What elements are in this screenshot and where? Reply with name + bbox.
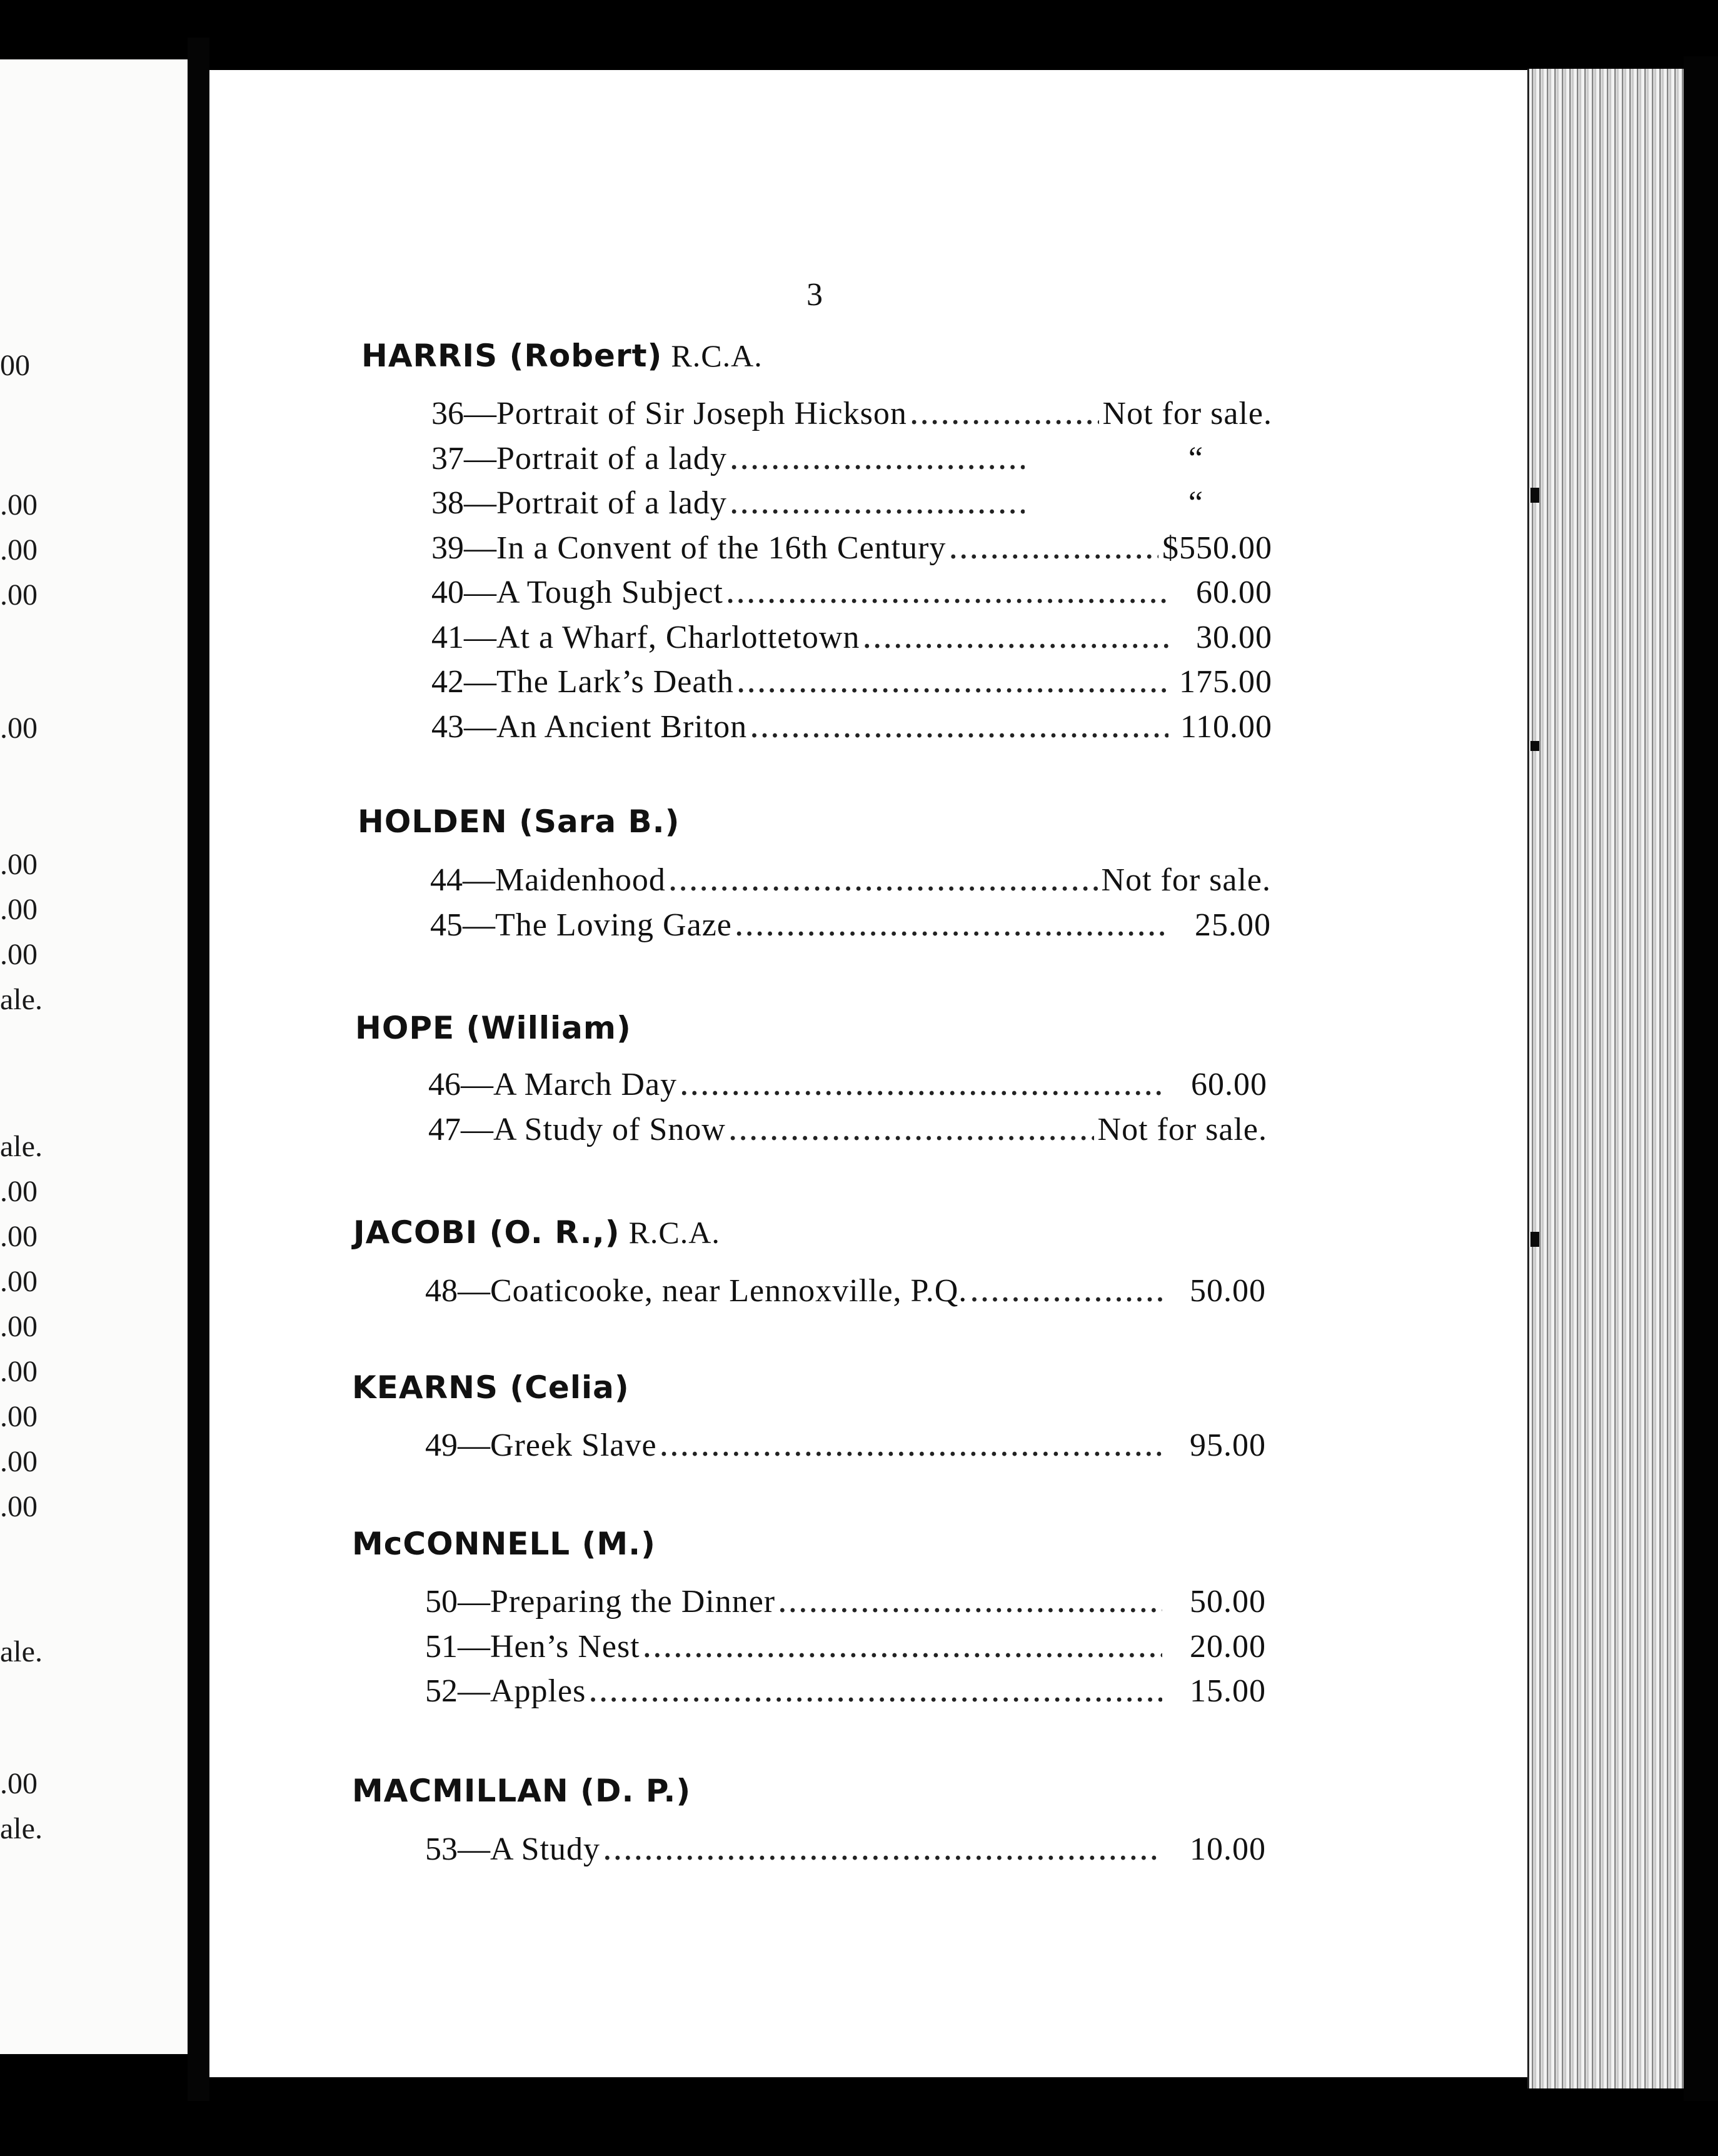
- dot-leader: [644, 1634, 1162, 1664]
- dot-leader: [751, 714, 1168, 744]
- artist-name: MACMILLAN (D. P.): [352, 1773, 691, 1809]
- entry-number: 53—: [425, 1831, 490, 1867]
- entry-price: 110.00: [1180, 708, 1272, 745]
- entry-title: An Ancient Briton: [496, 708, 748, 745]
- entry-price: “: [1188, 440, 1203, 476]
- entry-price: 175.00: [1179, 664, 1272, 700]
- artist-name: HOPE (William): [355, 1010, 631, 1046]
- left-fragment: ale.: [0, 1130, 43, 1163]
- entry-number: 45—: [430, 907, 495, 943]
- entry-price: 95.00: [1190, 1428, 1266, 1463]
- entry-list: [425, 1831, 1266, 1876]
- fore-edge-mark: [1530, 488, 1539, 503]
- dot-leader: [779, 1589, 1162, 1619]
- entry-number: 41—: [431, 619, 496, 655]
- entry-price: 30.00: [1196, 619, 1272, 655]
- catalogue-entry: [425, 1583, 1266, 1628]
- entry-title: A Tough Subject: [496, 575, 723, 610]
- entry-list: [430, 862, 1271, 951]
- artist-heading: [352, 1773, 691, 1809]
- artist-heading: [352, 1526, 656, 1562]
- entry-title: The Loving Gaze: [495, 907, 732, 943]
- entry-price: 10.00: [1190, 1831, 1266, 1867]
- entry-title: Portrait of a lady: [496, 485, 727, 521]
- fore-edge-mark: [1530, 741, 1539, 751]
- dot-leader: [731, 446, 1025, 476]
- entry-price: 25.00: [1195, 907, 1271, 943]
- catalogue-entry: [431, 440, 1272, 485]
- artist-heading: [355, 1010, 631, 1046]
- dot-leader: [727, 580, 1168, 610]
- book-gutter: [188, 38, 209, 2101]
- left-fragment: .00: [0, 1445, 38, 1478]
- entry-price: 60.00: [1191, 1067, 1267, 1102]
- dot-leader: [863, 625, 1168, 655]
- artist-name: HOLDEN (Sara B.): [358, 803, 680, 840]
- left-fragment: .00: [0, 1355, 38, 1388]
- dot-leader: [730, 1117, 1094, 1147]
- entry-list: [425, 1427, 1266, 1472]
- artist-name: KEARNS (Celia): [352, 1369, 630, 1406]
- left-fragment: .00: [0, 1490, 38, 1523]
- entry-title: Apples: [490, 1673, 586, 1709]
- page-number: 3: [806, 277, 823, 313]
- artist-heading: [353, 1214, 720, 1251]
- catalogue-entry: [425, 1831, 1266, 1876]
- fore-edge-mark: [1530, 1232, 1539, 1247]
- catalogue-entry: [430, 907, 1271, 952]
- entry-number: 42—: [431, 664, 496, 700]
- entry-price: 20.00: [1190, 1628, 1266, 1665]
- fore-edge-pages: [1527, 69, 1685, 2088]
- dot-leader: [604, 1836, 1162, 1866]
- entry-list: [428, 1066, 1267, 1156]
- entry-price: 50.00: [1190, 1273, 1266, 1309]
- catalogue-entry: [425, 1272, 1266, 1317]
- entry-number: 43—: [431, 708, 496, 745]
- entry-price: Not for sale.: [1097, 1111, 1267, 1147]
- entry-price: “: [1188, 485, 1203, 521]
- left-fragment: ale.: [0, 983, 43, 1016]
- entry-number: 39—: [431, 530, 496, 566]
- entry-title: Hen’s Nest: [490, 1628, 640, 1665]
- catalogue-entry: [425, 1427, 1266, 1472]
- left-fragment: .00: [0, 1175, 38, 1208]
- entry-title: The Lark’s Death: [496, 664, 734, 700]
- catalogue-entry: [431, 485, 1272, 530]
- entry-number: 38—: [431, 485, 496, 521]
- entry-number: 46—: [428, 1067, 493, 1102]
- entry-price: $550.00: [1162, 530, 1272, 566]
- left-fragment: .00: [0, 893, 38, 926]
- entry-number: 47—: [428, 1111, 493, 1147]
- entry-list: [425, 1272, 1266, 1317]
- dot-leader: [736, 912, 1167, 942]
- entry-number: 50—: [425, 1584, 490, 1620]
- left-fragment: .00: [0, 848, 38, 881]
- entry-price: Not for sale.: [1101, 862, 1271, 898]
- artist-name: HARRIS (Robert): [361, 338, 663, 374]
- catalogue-entry: [428, 1066, 1267, 1111]
- artist-heading: [352, 1369, 630, 1406]
- catalogue-entry: [431, 530, 1272, 575]
- entry-number: 36—: [431, 396, 496, 431]
- artist-suffix: R.C.A.: [628, 1215, 720, 1250]
- entry-number: 48—: [425, 1273, 490, 1309]
- left-fragment: .00: [0, 1265, 38, 1298]
- dot-leader: [590, 1678, 1162, 1708]
- left-fragment: .00: [0, 1400, 38, 1433]
- artist-name: JACOBI (O. R.,): [353, 1214, 620, 1251]
- left-fragment: .00: [0, 533, 38, 567]
- entry-number: 40—: [431, 575, 496, 610]
- dot-leader: [661, 1433, 1162, 1463]
- entry-title: Portrait of a lady: [496, 440, 727, 476]
- left-fragment: .00: [0, 1310, 38, 1343]
- entry-title: A Study: [490, 1831, 601, 1867]
- left-fragment: ale.: [0, 1812, 43, 1845]
- entry-title: A March Day: [493, 1067, 678, 1102]
- dot-leader: [738, 669, 1168, 699]
- catalogue-entry: [431, 708, 1272, 753]
- artist-heading: [358, 803, 680, 840]
- artist-suffix: R.C.A.: [671, 338, 763, 373]
- catalogue-entry: [425, 1628, 1266, 1673]
- entry-title: At a Wharf, Charlottetown: [496, 619, 860, 655]
- catalogue-entry: [430, 862, 1271, 907]
- left-fragment: .00: [0, 578, 38, 612]
- entry-number: 51—: [425, 1628, 490, 1665]
- entry-title: Preparing the Dinner: [490, 1584, 776, 1620]
- dot-leader: [681, 1072, 1163, 1102]
- entry-number: 49—: [425, 1428, 490, 1463]
- left-fragment: .00: [0, 1220, 38, 1253]
- scan-margin: [1684, 56, 1718, 2101]
- left-fragment: .00: [0, 1767, 38, 1800]
- dot-leader: [950, 535, 1158, 565]
- entry-title: Greek Slave: [490, 1428, 657, 1463]
- dot-leader: [911, 401, 1099, 431]
- dot-leader: [670, 867, 1098, 897]
- entry-number: 37—: [431, 440, 496, 476]
- catalogue-entry: [431, 619, 1272, 664]
- entry-title: In a Convent of the 16th Century: [496, 530, 947, 566]
- entry-title: A Study of Snow: [493, 1111, 726, 1147]
- catalogue-entry: [428, 1111, 1267, 1156]
- left-fragment: .00: [0, 938, 38, 971]
- catalogue-entry: [431, 574, 1272, 619]
- catalogue-entry: [431, 663, 1272, 708]
- entry-price: 15.00: [1190, 1673, 1266, 1709]
- entry-list: [425, 1583, 1266, 1718]
- dot-leader: [731, 490, 1025, 520]
- entry-title: Maidenhood: [495, 862, 666, 898]
- artist-heading: [361, 338, 763, 374]
- left-fragment: ale.: [0, 1635, 43, 1668]
- catalogue-entry: [431, 395, 1272, 440]
- left-fragment: .00: [0, 488, 38, 521]
- entry-price: 60.00: [1196, 575, 1272, 610]
- catalogue-entry: [425, 1673, 1266, 1718]
- entry-title: Coaticooke, near Lennoxville, P.Q.: [490, 1273, 968, 1309]
- entry-title: Portrait of Sir Joseph Hickson: [496, 396, 907, 431]
- artist-name: McCONNELL (M.): [352, 1526, 656, 1562]
- entry-number: 52—: [425, 1673, 490, 1709]
- entry-list: [431, 395, 1272, 753]
- left-fragment: 00: [0, 349, 30, 382]
- entry-price: 50.00: [1190, 1584, 1266, 1620]
- entry-number: 44—: [430, 862, 495, 898]
- entry-price: Not for sale.: [1102, 396, 1272, 431]
- dot-leader: [971, 1278, 1162, 1308]
- left-fragment: .00: [0, 712, 38, 745]
